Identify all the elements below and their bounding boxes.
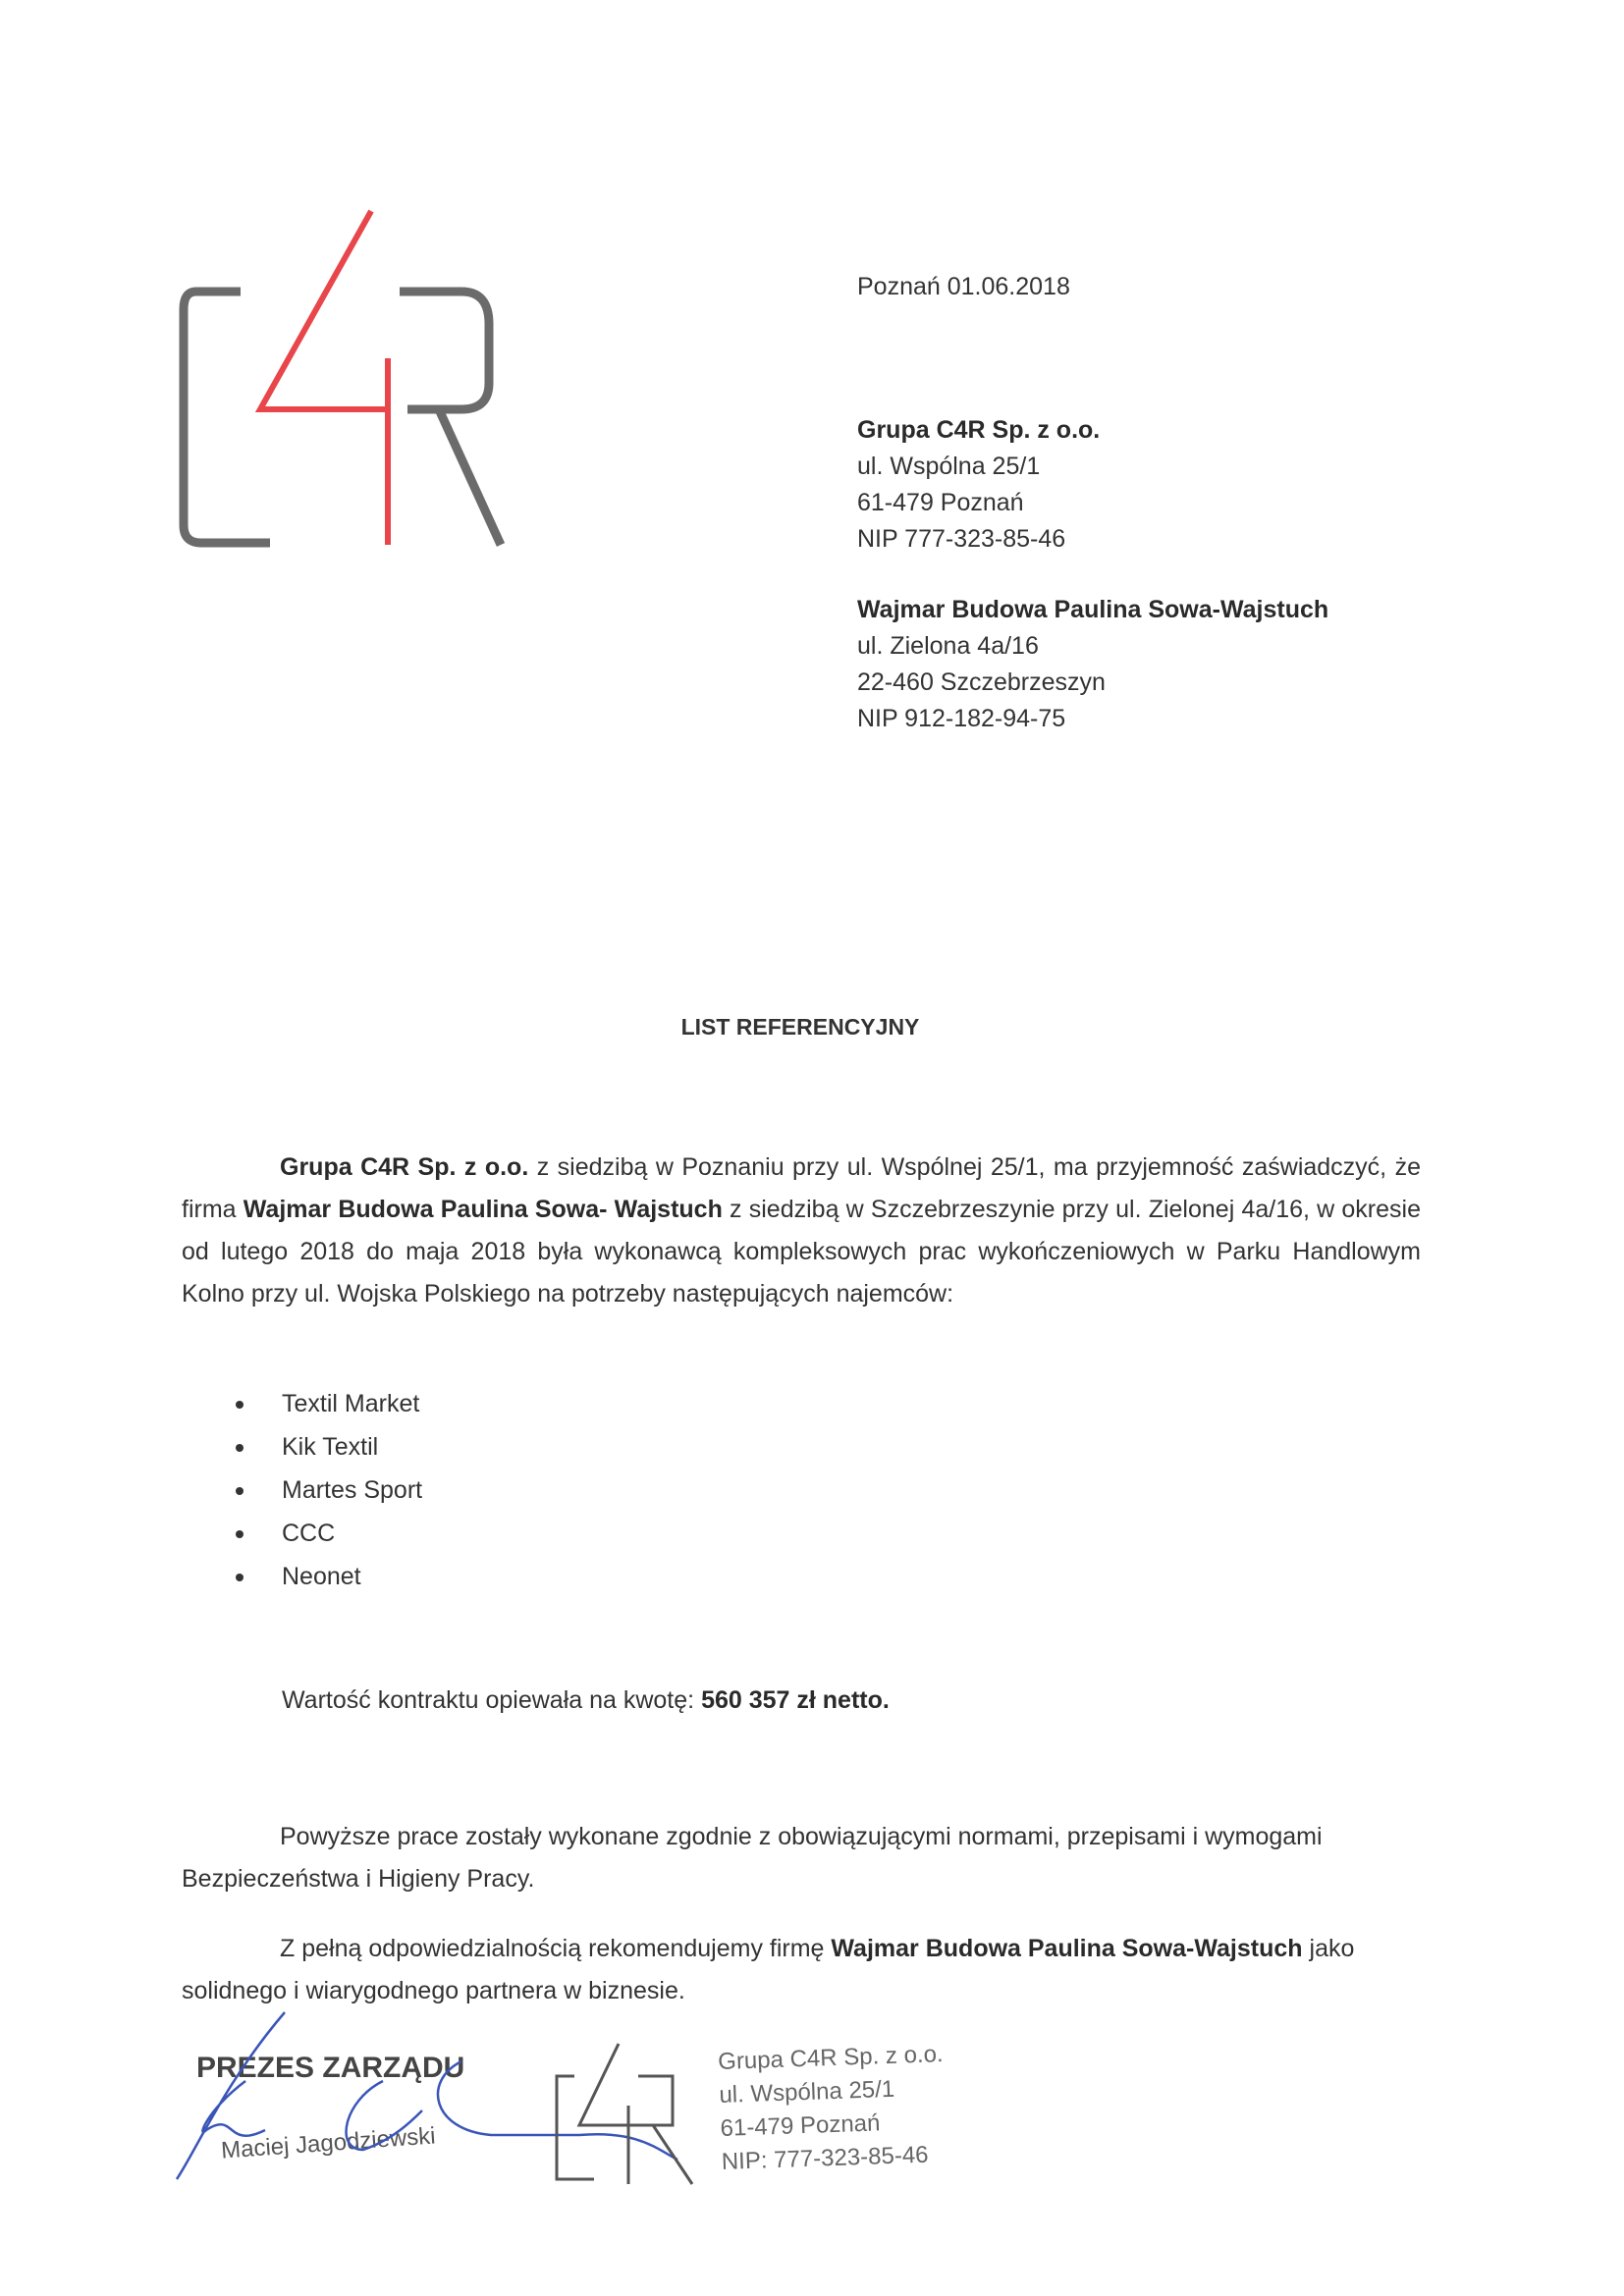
intro-text-2: z siedzibą w Szczebrzeszynie przy ul. Zielonej 4a/16, w okresie od lutego 2018 do maja 2018 była wykonawcą kompleksowych prac wykończeniowych w Parku Handlowym Kolno przy ul. Wojska Polskiego na potrzeby następujących najemców: <box>182 1196 1421 1308</box>
list-item: Martes Sport <box>182 1468 422 1512</box>
letter-date: Poznań 01.06.2018 <box>857 273 1070 300</box>
recipient-name: Wajmar Budowa Paulina Sowa-Wajstuch <box>857 596 1329 623</box>
stamp-name: Grupa C4R Sp. z o.o. <box>717 2041 945 2076</box>
recommendation-text-2: jako solidnego i wiarygodnego partnera w biznesie. <box>182 1935 1355 2004</box>
stamp-city: 61-479 Poznań <box>720 2109 881 2142</box>
recipient-city: 22-460 Szczebrzeszyn <box>857 668 1106 696</box>
recipient-street: ul. Zielona 4a/16 <box>857 632 1039 660</box>
intro-text: z siedzibą w Poznaniu przy ul. Wspólnej 25/1, ma przyjemność zaświadczyć, że firma <box>182 1153 1421 1223</box>
sender-street: ul. Wspólna 25/1 <box>857 453 1041 480</box>
contract-value-line <box>282 1686 890 1715</box>
stamp-nip: NIP: 777-323-85-46 <box>721 2141 929 2175</box>
stamp-logo <box>545 2042 712 2189</box>
company-stamp <box>718 2038 947 2179</box>
stamp-street: ul. Wspólna 25/1 <box>718 2075 895 2109</box>
contractor-name-2: Wajmar Budowa Paulina Sowa-Wajstuch <box>831 1935 1303 1962</box>
signatory-name: Maciej Jagodziewski <box>220 2122 437 2164</box>
contract-label: Wartość kontraktu opiewała na kwotę: <box>282 1686 702 1714</box>
paragraph-recommendation <box>182 1928 1421 2012</box>
sender-address <box>857 412 1100 558</box>
list-item: Textil Market <box>182 1382 422 1425</box>
list-item: Neonet <box>182 1555 422 1598</box>
letter-title: LIST REFERENCYJNY <box>680 1014 920 1040</box>
c4r-logo <box>172 201 584 555</box>
contract-value: 560 357 zł netto. <box>701 1686 890 1714</box>
tenant-list <box>182 1382 422 1598</box>
recipient-nip: NIP 912-182-94-75 <box>857 705 1066 732</box>
paragraph-intro <box>182 1147 1421 1315</box>
list-item: Kik Textil <box>182 1425 422 1468</box>
contractor-name: Wajmar Budowa Paulina Sowa- Wajstuch <box>243 1196 723 1223</box>
signature-role: PREZES ZARZĄDU <box>196 2052 465 2084</box>
sender-city: 61-479 Poznań <box>857 489 1024 516</box>
list-item: CCC <box>182 1512 422 1555</box>
recipient-address <box>857 592 1328 737</box>
sender-name: Grupa C4R Sp. z o.o. <box>857 416 1101 444</box>
sender-nip: NIP 777-323-85-46 <box>857 525 1066 553</box>
recommendation-text: Z pełną odpowiedzialnością rekomendujemy firmę <box>280 1935 832 1962</box>
paragraph-compliance: Powyższe prace zostały wykonane zgodnie z obowiązującymi normami, przepisami i wymogami Bezpieczeństwa i Higieny Pracy. <box>182 1823 1323 1893</box>
company-name: Grupa C4R Sp. z o.o. <box>280 1153 529 1181</box>
